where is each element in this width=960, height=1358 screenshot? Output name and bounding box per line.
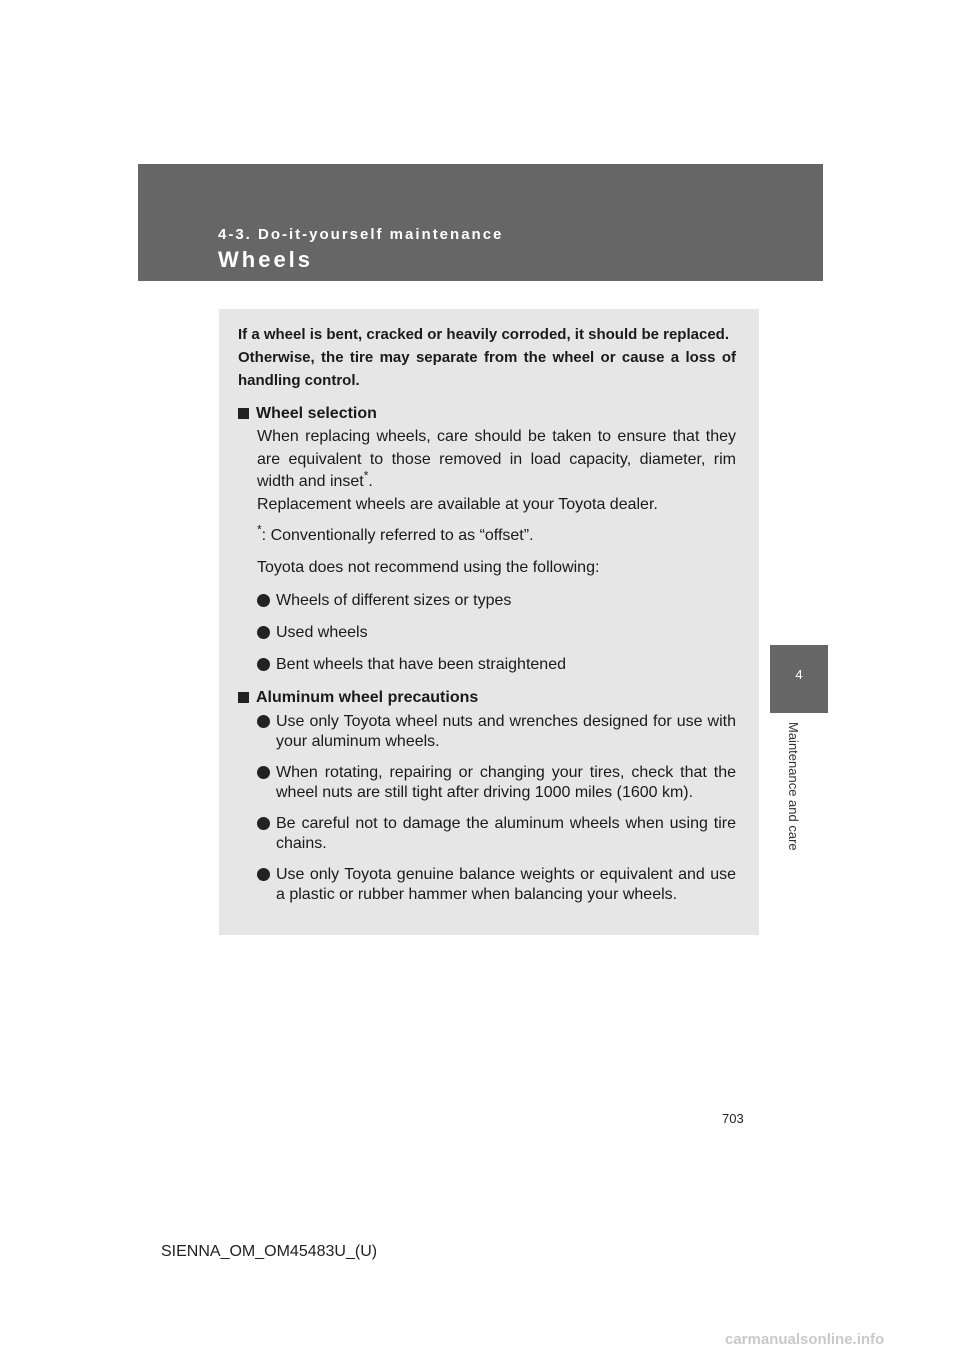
list-item-text: Use only Toyota genuine balance weights or equivalent and use a plastic or rubber hammer when balancing your wheels. (276, 866, 736, 903)
content-box (219, 309, 759, 935)
list-item-text: Bent wheels that have been straightened (276, 656, 566, 673)
aluminum-heading (238, 688, 736, 708)
bullet-dot-icon (257, 626, 270, 639)
wheel-selection-heading-text: Wheel selection (256, 405, 377, 422)
note-asterisk-mark: * (257, 522, 262, 537)
bullet-dot-icon (257, 766, 270, 779)
wheel-selection-paragraph (238, 426, 736, 494)
not-recommended-list (238, 591, 736, 675)
list-item (238, 623, 736, 643)
wheel-selection-heading (238, 404, 736, 424)
bullet-dot-icon (257, 715, 270, 728)
offset-note-text: : Conventionally referred to as “offset”. (261, 527, 534, 544)
page-number: 703 (722, 1111, 744, 1126)
list-item-text: Used wheels (276, 624, 368, 641)
section-label: 4-3. Do-it-yourself maintenance (218, 226, 504, 243)
square-bullet-icon (238, 408, 249, 419)
header-band (138, 164, 823, 281)
list-item (238, 814, 736, 854)
list-item (238, 712, 736, 752)
intro-warning (238, 323, 736, 392)
list-item (238, 763, 736, 803)
list-item (238, 591, 736, 611)
page-title: Wheels (218, 247, 314, 272)
list-item-text: Wheels of different sizes or types (276, 592, 512, 609)
list-item-text: Use only Toyota wheel nuts and wrenches designed for use with your aluminum wheels. (276, 713, 736, 750)
aluminum-heading-text: Aluminum wheel precautions (256, 689, 479, 706)
list-item-text: When rotating, repairing or changing your tires, check that the wheel nuts are still tight after driving 1000 miles (1600 km). (276, 764, 736, 801)
intro-line-2: Otherwise, the tire may separate from the wheel or cause a loss of handling control. (238, 349, 736, 389)
dealer-paragraph: Replacement wheels are available at your Toyota dealer. (257, 495, 658, 513)
list-item (238, 655, 736, 675)
wheel-selection-period: . (368, 473, 373, 490)
chapter-label: Maintenance and care (786, 722, 801, 851)
chapter-number: 4 (795, 667, 803, 682)
chapter-tab[interactable] (770, 645, 828, 713)
list-item-text: Be careful not to damage the aluminum wheels when using tire chains. (276, 815, 736, 852)
bullet-dot-icon (257, 868, 270, 881)
watermark: carmanualsonline.info (725, 1331, 885, 1348)
bullet-dot-icon (257, 658, 270, 671)
document-code: SIENNA_OM_OM45483U_(U) (161, 1243, 378, 1260)
bullet-dot-icon (257, 594, 270, 607)
offset-note (238, 522, 736, 548)
bullet-dot-icon (257, 817, 270, 830)
wheel-selection-text: When replacing wheels, care should be taken to ensure that they are equivalent to those removed in load capacity, diameter, rim width and inset (257, 428, 736, 490)
square-bullet-icon (238, 692, 249, 703)
intro-line-1: If a wheel is bent, cracked or heavily corroded, it should be replaced. (238, 326, 729, 343)
not-recommend-intro: Toyota does not recommend using the following: (257, 558, 600, 576)
list-item (238, 865, 736, 905)
asterisk-mark: * (363, 468, 369, 483)
aluminum-precautions-list (238, 712, 736, 905)
